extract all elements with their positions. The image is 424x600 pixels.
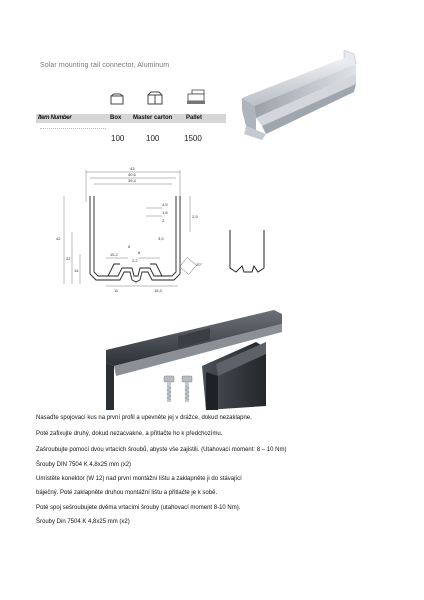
product-photo — [232, 48, 364, 144]
screw-icon — [182, 376, 192, 402]
box-value: 100 — [111, 134, 125, 143]
box-header: Box — [110, 115, 122, 121]
dim-width-e: 8 — [138, 250, 141, 255]
assembly-photo — [106, 306, 282, 410]
master-carton-value: 100 — [146, 134, 160, 143]
instruction-line: báječný. Poté zaklapněte druhou montážní lištu a přitlačte je k sobě. — [36, 490, 218, 496]
product-subtitle: Solar mounting rail connector, Aluminum — [40, 62, 170, 69]
dim-height-total: 42 — [56, 236, 61, 241]
dim-width-b: 15,3 — [154, 288, 162, 293]
dim-width-a: 15,2 — [110, 252, 118, 257]
dim-r-c: 2 — [162, 218, 165, 223]
item-number-header: Item Number — [38, 115, 72, 121]
pallet-header: Pallet — [186, 115, 203, 121]
dim-width-f: 2,2 — [132, 258, 138, 263]
instruction-line: Zašroubujte pomocí dvou vrtacích šroubů, abyste vše zajistili. (Utahovací moment: 8 – 10 Nm) — [36, 447, 287, 453]
instruction-line: Nasaďte spojovací kus na první profil a upevněte jej v drážce, dokud nezaklapne. — [36, 415, 252, 421]
instruction-line: Šrouby DIN 7504 K 4,8x25 mm (x2) — [36, 462, 132, 468]
item-number-placeholder — [40, 128, 106, 129]
dim-top-outer: 43 — [130, 166, 135, 171]
master-carton-icon — [147, 91, 163, 105]
dim-r-b: 1,8 — [162, 210, 168, 215]
dim-height-b: 14 — [74, 268, 79, 273]
dim-width-d: 6 — [128, 244, 131, 249]
pallet-icon — [186, 89, 206, 105]
instruction-line: Šrouby Din 7504 K 4,8x25 mm (x2) — [36, 519, 130, 525]
instruction-line: Poté zafixujte druhý, dokud nezacvakne, a přitlačte ho k předchozímu. — [36, 431, 223, 437]
master-carton-header: Master carton — [133, 115, 173, 121]
pallet-value: 1500 — [184, 134, 202, 143]
technical-drawing — [50, 162, 220, 296]
dim-top-inner: 39,4 — [128, 178, 136, 183]
screw-icon — [164, 376, 174, 402]
dim-r-d: 3,5 — [158, 236, 164, 241]
dim-height-a: 22 — [66, 256, 71, 261]
dim-angle: 20° — [196, 262, 203, 267]
dim-top-mid: 40,6 — [128, 172, 136, 177]
instruction-line: Umístěte konektor (W 12) nad první montážní lištu a zaklapněte ji do stávající — [36, 476, 242, 482]
box-icon — [110, 93, 124, 105]
dim-r-a: 4,5 — [162, 202, 168, 207]
instruction-line: Poté spoj sešroubujete dvěma vrtacími šrouby (utahovací moment 8-10 Nm). — [36, 505, 241, 511]
dim-width-c: 11 — [114, 288, 119, 293]
dim-r-e: 2,5 — [192, 214, 198, 219]
profile-side-view — [226, 228, 268, 274]
